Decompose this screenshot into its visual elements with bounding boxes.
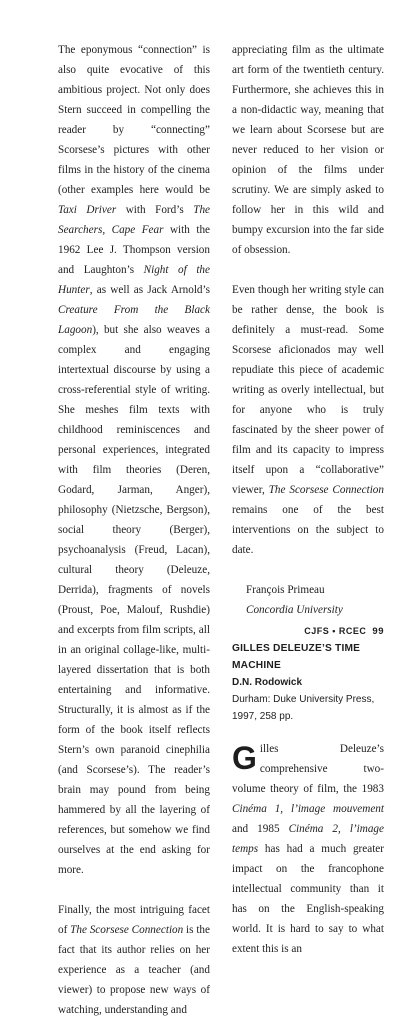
book-title: Cinéma 2, l’image temps [232,823,384,855]
page-footer [304,626,384,637]
review-author: D.N. Rodowick [232,677,303,688]
text-run: The eponymous “connection” is also quite evocative of this ambitious project. Not only does Stern succeed in compelling the reader by “connecting” Scorsese’s pictures with other films in the history of the cinema (other examples here would be [58,44,210,196]
paragraph-connection [58,40,210,880]
paragraph-deleuze [232,739,384,959]
paragraph-finally [58,900,210,1020]
paragraph-must-read [232,280,384,560]
film-title: Night of the Hunter [58,264,210,296]
text-run: is the fact that its author relies on her experience as a teacher (and viewer) to propose new ways of watching, understanding and [58,924,210,1016]
reviewer-name: François Primeau [246,584,325,596]
text-run: remains one of the best interventions on the subject to date. [232,504,384,556]
text-run: ), but she also weaves a complex and engaging intertextual discourse by using a cross-referential style of writing. She meshes film texts with childhood reminiscences and personal experiences, integrated with film theories (Deren, Godard, Jarman, Anger), philosophy (Nietzsche, Bergson), social theory (Berger), psychoanalysis (Freud, Lacan), cultural theory (Deleuze, Derrida), fragments of novels (Proust, Poe, Malouf, Rushdie) and excerpts from film scripts, all in an original collage-like, multi-layered dissertation that is both entertaining and informative. Structurally, it is almost as if the form of the book itself reflects Stern’s own paranoid cinephilia (and Scorsese’s). The reader’s brain may pound from being hammered by all the layering of references, but somehow we find ourselves at the end asking for more. [58,324,210,876]
right-column [232,40,384,959]
text-run: illes Deleuze’s comprehensive two-volume theory of film, the 1983 [232,743,384,795]
left-column [58,40,210,1020]
film-title: Taxi Driver [58,204,117,216]
text-run: with Ford’s [116,204,194,216]
review-title: GILLES DELEUZE’S TIME MACHINE [232,643,361,671]
text-run: Even though her writing style can be rather dense, the book is definitely a must-read. Some Scorsese aficionados may well repudiate this piece of academic writing as overly intellectual, but for anyone who is truly fascinated by the sheer power of film and its capacity to impress itself upon a “collaborative” viewer, [232,284,384,496]
journal-name: CJFS • RCEC [304,626,367,636]
book-title: The Scorsese Connection [70,924,184,936]
text-run: , as well as Jack Arnold’s [89,284,210,296]
text-run: Finally, the most intriguing facet of [58,904,210,936]
film-title: Creature From the Black Lagoon [58,304,210,336]
reviewer-affiliation [246,600,384,620]
text-run: with the 1962 Lee J. Thompson version and Laughton’s [58,224,211,276]
affiliation-text: Concordia University [246,604,343,616]
film-title: The Searchers, Cape Fear [58,204,210,236]
book-title: The Scorsese Connection [268,484,384,496]
page-number: 99 [372,626,384,637]
text-run: has had a much greater impact on the francophone intellectual community than it has on the English-speaking world. It is hard to say to what extent this is an [232,843,384,955]
book-title: Cinéma 1, l’image mouvement [232,803,384,815]
drop-cap: G [232,740,257,776]
text-run: and 1985 [232,823,289,835]
paragraph-appreciating: appreciating film as the ultimate art form of the twentieth century. Furthermore, she achieves this in a non-didactic way, meaning that we learn about Scorsese but are never reduced to her vision or opinion of the films under scrutiny. We are simply asked to follow her in this wild and bumpy excursion into the far side of obsession. [232,44,384,256]
review-publisher: Durham: Duke University Press, 1997, 258 pp. [232,694,375,722]
